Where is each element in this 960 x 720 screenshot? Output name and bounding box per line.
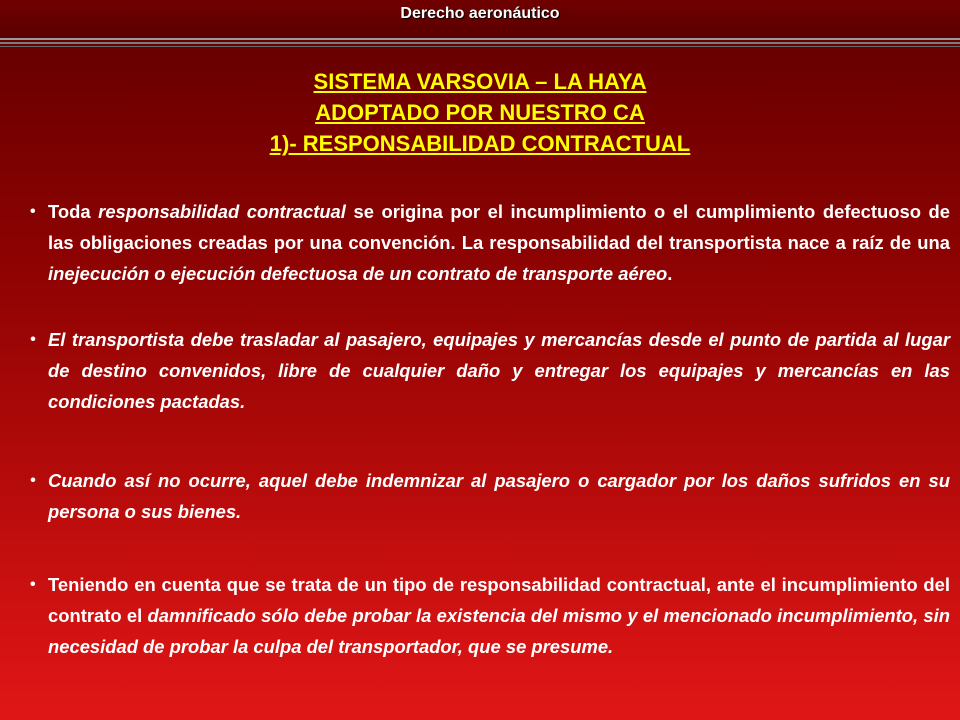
header-rule — [0, 42, 960, 44]
bullet-icon: • — [30, 331, 36, 348]
slide-title — [0, 66, 960, 159]
bullet-1-text-b: responsabilidad contractual — [98, 201, 346, 222]
title-line-1: SISTEMA VARSOVIA – LA HAYA — [313, 69, 647, 94]
title-line-3: 1)- RESPONSABILIDAD CONTRACTUAL — [269, 131, 691, 156]
header-rule — [0, 46, 960, 47]
bullet-item-3 — [30, 465, 950, 527]
bullet-1-text-d: inejecución o ejecución defectuosa de un contrato de transporte aéreo — [48, 263, 668, 284]
bullet-item-2 — [30, 324, 950, 417]
bullet-item-4 — [30, 569, 950, 662]
bullet-3-text: Cuando así no ocurre, aquel debe indemnizar al pasajero o cargador por los daños sufridos en su persona o sus bienes. — [48, 470, 950, 522]
bullet-1-text-e: . — [667, 263, 673, 284]
bullet-icon: • — [30, 576, 36, 593]
bullet-icon: • — [30, 472, 36, 489]
bullet-item-1 — [30, 196, 950, 289]
header-title: Derecho aeronáutico — [400, 5, 560, 22]
title-line-2: ADOPTADO POR NUESTRO CA — [315, 100, 645, 125]
bullet-2-text: El transportista debe trasladar al pasajero, equipajes y mercancías desde el punto de partida al lugar de destino convenidos, libre de cualquier daño y entregar los equipajes y mercancías en las condiciones pactadas. — [48, 329, 950, 412]
bullet-4-text-a: Teniendo en cuenta que se trata de un tipo de responsabilidad contractual, ante el incumplimiento del contrato el — [48, 574, 950, 626]
bullet-icon: • — [30, 203, 36, 220]
bullet-4-text-b: damnificado sólo debe probar la existencia del mismo y el mencionado incumplimiento, sin necesidad de probar la culpa del transportador, que se presume. — [48, 605, 951, 657]
bullet-list — [30, 196, 950, 662]
header-rule — [0, 38, 960, 40]
bullet-1-text-c: se origina por el incumplimiento o el cumplimiento defectuoso de las obligaciones creadas por una convención. La responsabilidad del transportista nace a raíz de una — [48, 201, 951, 253]
bullet-1-text-a: Toda — [48, 201, 99, 222]
